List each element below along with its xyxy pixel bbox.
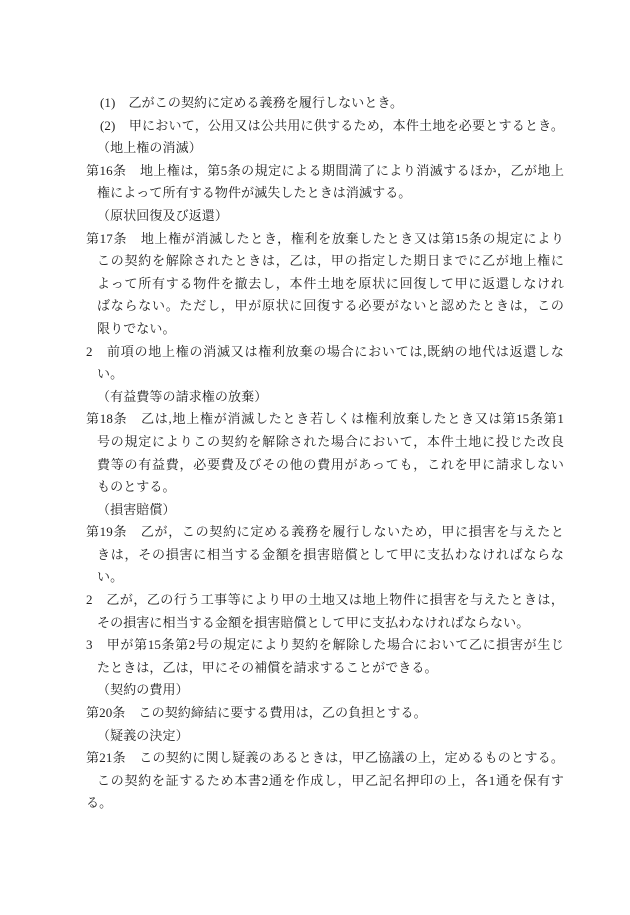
document-line-10: ばならない。ただし，甲が原状に回復する必要がないと認めたときは，この	[97, 298, 564, 314]
document-line-19: （損害賠償）	[97, 501, 176, 517]
document-line-4: 第16条 地上権は，第5条の規定による期間満了により消滅するほか，乙が地上	[86, 162, 564, 178]
document-line-21: きは，その損害に相当する金額を損害賠償として甲に支払わなければならな	[97, 546, 564, 562]
document-line-27: （契約の費用）	[97, 682, 189, 698]
document-line-28: 第20条 この契約締結に要する費用は，乙の負担とする。	[86, 705, 427, 721]
text-block	[86, 92, 564, 815]
document-line-16: 号の規定によりこの契約を解除された場合において，本件土地に投じた改良	[97, 433, 564, 449]
document-line-9: よって所有する物件を撤去し，本件土地を原状に回復して甲に返還しなけれ	[97, 275, 564, 291]
document-line-11: 限りでない。	[97, 320, 176, 336]
document-line-1: (1) 乙がこの契約に定める義務を履行しないとき。	[100, 95, 404, 110]
document-line-24: その損害に相当する金額を損害賠償として甲に支払わなければならない。	[97, 614, 530, 630]
document-line-17: 費等の有益費，必要費及びその他の費用があっても，これを甲に請求しない	[97, 456, 564, 472]
document-line-23: 2 乙が，乙の行う工事等により甲の土地又は地上物件に損害を与えたときは，	[86, 592, 564, 608]
document-line-8: この契約を解除されたときは，乙は，甲の指定した期日までに乙が地上権に	[97, 253, 564, 269]
document-line-20: 第19条 乙が，この契約に定める義務を履行しないため，甲に損害を与えたと	[86, 524, 564, 540]
document-line-3: （地上権の消滅）	[97, 140, 202, 156]
document-line-12: 2 前項の地上権の消滅又は権利放棄の場合においては,既納の地代は返還しな	[86, 343, 564, 359]
document-line-18: ものとする。	[97, 479, 176, 495]
document-line-7: 第17条 地上権が消滅したとき，権利を放棄したとき又は第15条の規定により	[86, 230, 564, 246]
document-line-22: い。	[97, 569, 124, 585]
document-line-26: たときは，乙は，甲にその補償を請求することができる。	[97, 659, 438, 675]
document-line-15: 第18条 乙は,地上権が消滅したとき若しくは権利放棄したとき又は第15条第1	[86, 411, 564, 427]
document-line-30: 第21条 この契約に関し疑義のあるときは，甲乙協議の上，定めるものとする。	[86, 750, 564, 766]
document-line-5: 権によって所有する物件が滅失したときは消滅する。	[97, 185, 412, 201]
document-line-31: この契約を証するため本書2通を作成し，甲乙記名押印の上，各1通を保有す	[97, 772, 564, 788]
document-line-25: 3 甲が第15条第2号の規定により契約を解除した場合において乙に損害が生じ	[86, 637, 564, 653]
document-line-6: （原状回復及び返還）	[97, 207, 229, 223]
document-line-32: る。	[86, 795, 113, 811]
document-line-14: （有益費等の請求権の放棄）	[97, 388, 268, 404]
document-line-29: （疑義の決定）	[97, 727, 189, 743]
document-line-2: (2) 甲において，公用又は公共用に供するため，本件土地を必要とするとき。	[100, 117, 564, 133]
document-line-13: い。	[97, 366, 124, 382]
